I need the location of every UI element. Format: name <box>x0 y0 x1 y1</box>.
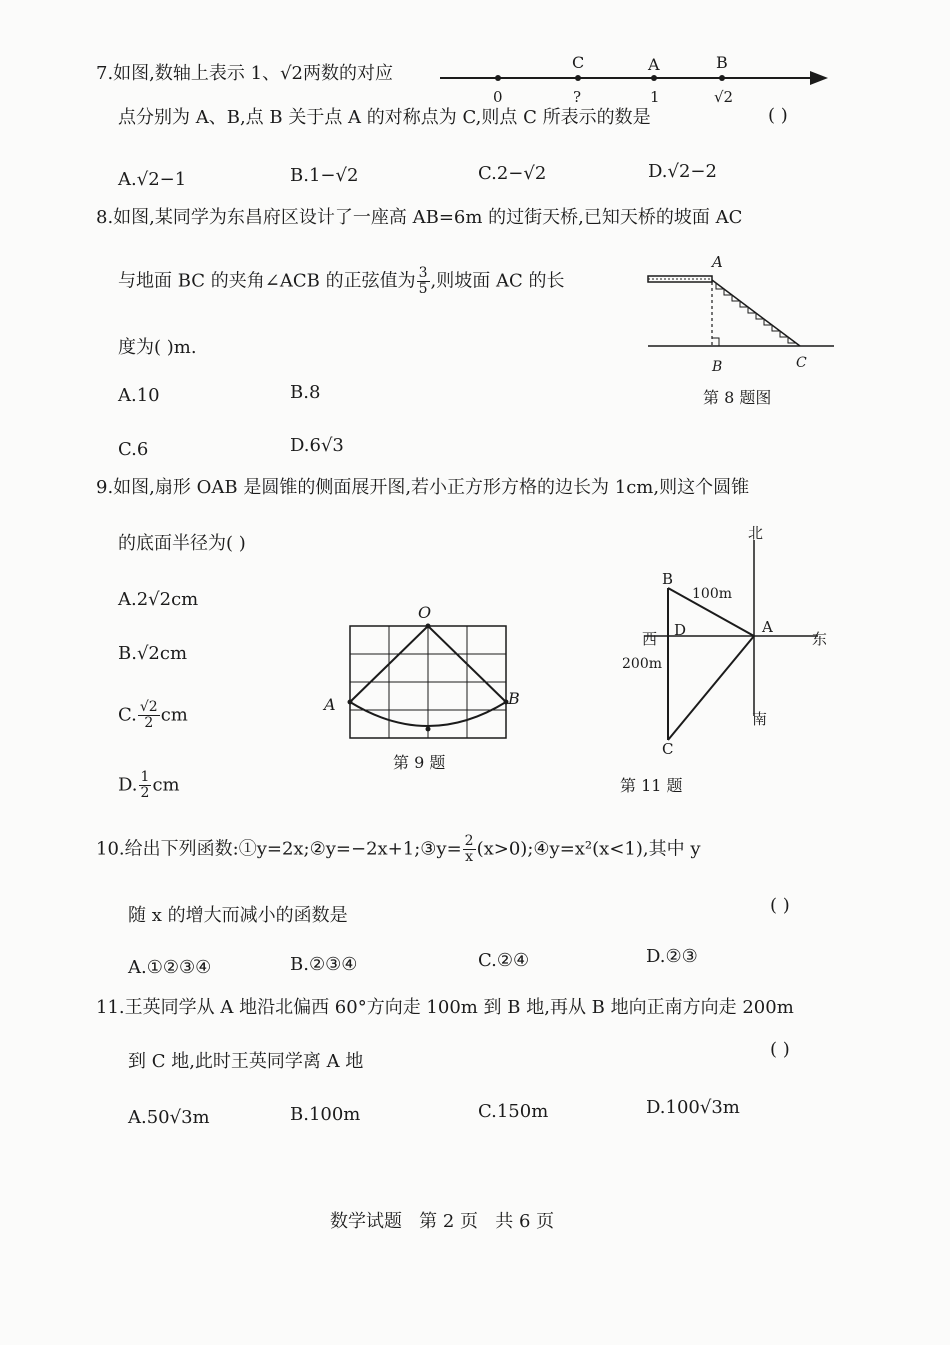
label-d: D <box>674 621 687 639</box>
q8-option-a: A.10 <box>118 385 160 406</box>
q7-option-d: D.√2−2 <box>648 161 717 182</box>
q8-stem-line3: 度为( )m. <box>118 337 197 358</box>
q9-option-d-unit: cm <box>152 774 180 796</box>
page-footer: 数学试题 第 2 页 共 6 页 <box>330 1211 555 1232</box>
q9-option-c <box>118 700 188 731</box>
label-distance-ab: 100m <box>692 586 732 602</box>
tick-label-unknown: ? <box>573 88 582 106</box>
q11-stem-line1: 11.王英同学从 A 地沿北偏西 60°方向走 100m 到 B 地,再从 B 地向正南方向走 200m <box>96 997 794 1018</box>
q8-stem-pre: 与地面 BC 的夹角∠ACB 的正弦值为 <box>118 270 416 292</box>
q9-stem-line1: 9.如图,扇形 OAB 是圆锥的侧面展开图,若小正方形方格的边长为 1cm,则这个圆锥 <box>96 477 750 498</box>
q9-figure-caption: 第 9 题 <box>393 753 446 772</box>
tick-label-zero: 0 <box>493 88 503 106</box>
q10-function-fraction: $\frac{2}{x}$ <box>464 833 474 865</box>
label-c: C <box>796 355 807 371</box>
q10-stem-line1 <box>96 834 701 865</box>
label-b: B <box>662 570 674 588</box>
q7-option-b: B.1−√2 <box>290 165 359 186</box>
q8-bridge-figure <box>646 250 836 380</box>
q10-stem-line2: 随 x 的增大而减小的函数是 <box>128 905 348 926</box>
q9-option-d-fraction: $\frac{1}{2}$ <box>140 769 150 801</box>
label-west: 西 <box>642 630 658 648</box>
q11-stem-line2: 到 C 地,此时王英同学离 A 地 <box>128 1051 364 1072</box>
label-o: O <box>418 603 432 622</box>
label-south: 南 <box>752 710 768 728</box>
q11-answer-paren: ( ) <box>770 1039 790 1060</box>
q10-option-b: B.②③④ <box>290 954 358 975</box>
q10-option-c: C.②④ <box>478 950 530 971</box>
label-b: B <box>712 359 723 375</box>
q9-option-d-letter: D. <box>118 774 138 796</box>
point-label-c: C <box>572 53 585 72</box>
q11-figure-caption: 第 11 题 <box>620 776 683 795</box>
q10-option-a: A.①②③④ <box>128 957 212 978</box>
label-a: A <box>762 618 773 636</box>
q9-option-c-unit: cm <box>160 704 188 726</box>
q7-stem-line2: 点分别为 A、B,点 B 关于点 A 的对称点为 C,则点 C 所表示的数是 <box>118 107 651 128</box>
label-north: 北 <box>748 524 764 542</box>
label-a: A <box>324 695 336 714</box>
q9-stem-line2: 的底面半径为( ) <box>118 533 246 554</box>
q10-answer-paren: ( ) <box>770 895 790 916</box>
q8-sine-fraction: $\frac{3}{5}$ <box>418 265 428 297</box>
q7-option-a: A.√2−1 <box>118 169 187 190</box>
label-a: A <box>712 253 723 271</box>
tick-label-one: 1 <box>650 88 660 106</box>
q11-compass-figure <box>622 524 828 758</box>
q8-stem-line2 <box>118 266 564 297</box>
q9-option-b: B.√2cm <box>118 643 188 664</box>
q9-option-d <box>118 770 180 801</box>
q11-option-a: A.50√3m <box>128 1107 210 1128</box>
q7-answer-paren: ( ) <box>768 105 788 126</box>
q8-option-d: D.6√3 <box>290 435 344 456</box>
label-c: C <box>662 740 674 758</box>
q8-option-c: C.6 <box>118 439 149 460</box>
q8-stem-post: ,则坡面 AC 的长 <box>430 270 565 292</box>
q11-option-b: B.100m <box>290 1104 361 1125</box>
q8-option-b: B.8 <box>290 382 321 403</box>
label-east: 东 <box>812 630 828 648</box>
point-label-a: A <box>648 55 660 74</box>
q7-stem-line1: 7.如图,数轴上表示 1、√2两数的对应 <box>96 63 393 84</box>
q9-sector-grid-figure <box>320 602 540 752</box>
q7-option-c: C.2−√2 <box>478 163 547 184</box>
q11-option-c: C.150m <box>478 1101 549 1122</box>
q9-option-c-fraction: $\frac{√2}{2}$ <box>139 699 158 731</box>
q9-option-a: A.2√2cm <box>118 589 199 610</box>
q8-stem-line1: 8.如图,某同学为东昌府区设计了一座高 AB=6m 的过街天桥,已知天桥的坡面 AC <box>96 207 743 228</box>
q10-stem-pre: 10.给出下列函数:①y=2x;②y=−2x+1;③y= <box>96 838 462 860</box>
q10-stem-post: (x>0);④y=x²(x<1),其中 y <box>476 838 701 860</box>
label-distance-bc: 200m <box>622 656 662 672</box>
q10-option-d: D.②③ <box>646 946 698 967</box>
label-b: B <box>508 689 520 708</box>
q8-figure-caption: 第 8 题图 <box>703 388 772 407</box>
point-label-b: B <box>716 53 728 72</box>
q11-option-d: D.100√3m <box>646 1097 740 1118</box>
tick-label-sqrt2: √2 <box>714 88 734 106</box>
q9-option-c-letter: C. <box>118 704 137 726</box>
